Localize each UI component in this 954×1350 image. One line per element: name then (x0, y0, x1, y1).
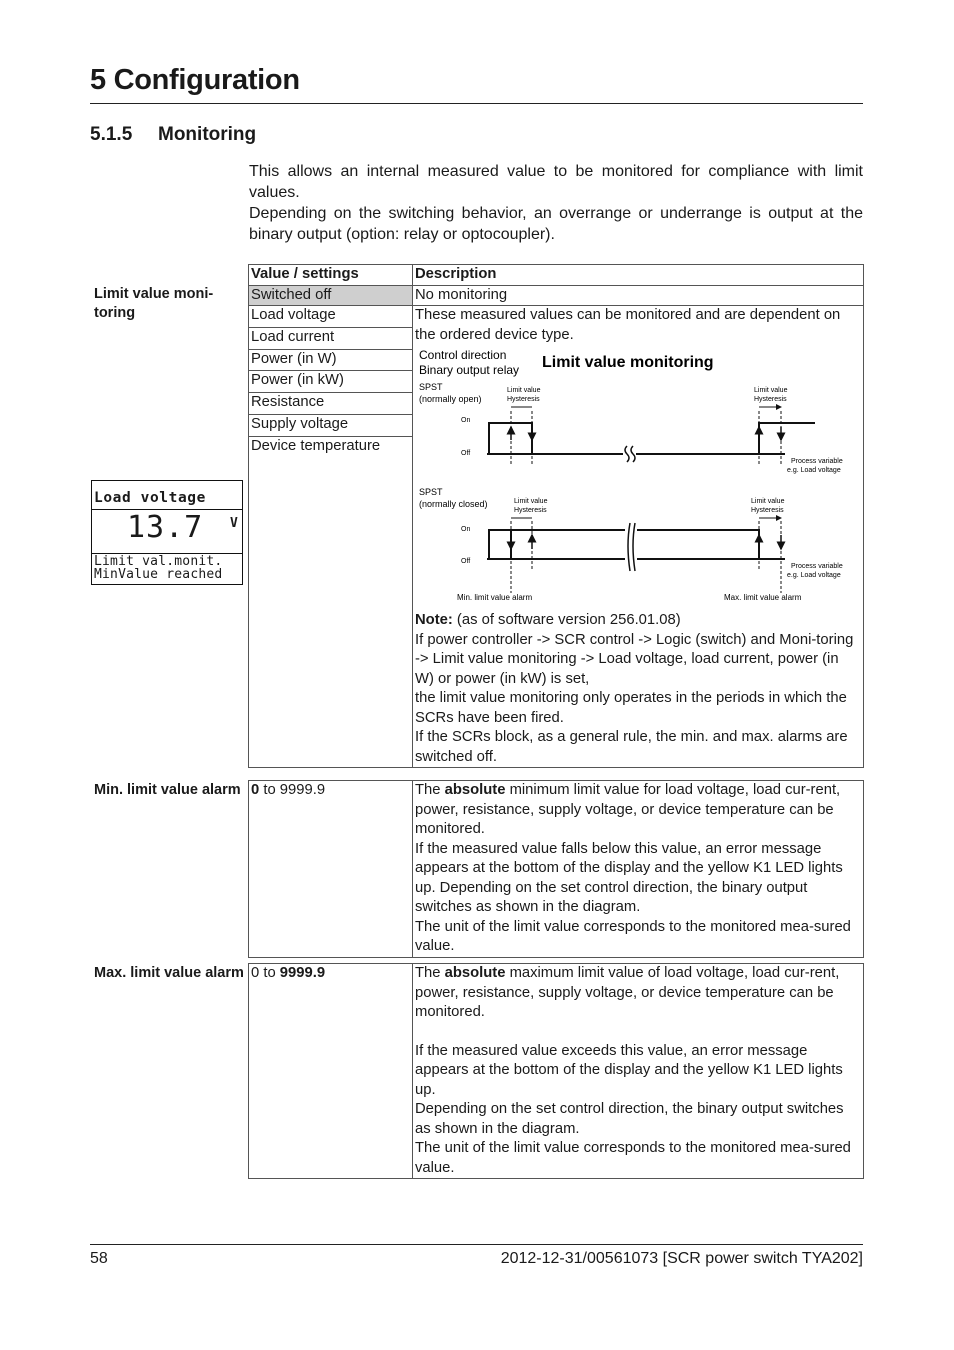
lcd-status-line-1: Limit val.monit. (94, 554, 223, 569)
diagram-control-direction: Control direction (419, 348, 507, 362)
diagram-hyst-4: Hysteresis (751, 507, 784, 514)
diagram-hyst-2: Hysteresis (754, 396, 787, 403)
label-limit-value-monitoring: Limit value moni-toring (94, 286, 214, 321)
diagram-lv-2: Limit value (754, 387, 788, 394)
section-number: 5.1.5 (90, 124, 133, 145)
min-alarm-range-rest: to 9999.9 (259, 782, 326, 798)
lcd-value: 13.7 (127, 510, 204, 545)
max-alarm-table (248, 963, 864, 1179)
option-load-voltage: Load voltage (249, 306, 413, 328)
note-line-1: If power controller -> SCR control -> Logic (switch) and Moni-toring -> Limit value monitoring -> Load voltage, load current, power (in W) or power (in kW) is set, (415, 631, 854, 687)
option-device-temperature: Device temperature (249, 437, 413, 768)
table-header-row (249, 265, 864, 286)
lcd-display (91, 480, 243, 585)
diagram-on-1: On (461, 417, 471, 424)
max-alarm-description (413, 964, 864, 1179)
option-switched-off: Switched off (249, 285, 413, 306)
table-row (249, 306, 864, 328)
diagram-signal-1 (489, 423, 815, 454)
note-line-3: If the SCRs block, as a general rule, the min. and max. alarms are switched off. (415, 729, 848, 765)
intro-paragraph-1: This allows an internal measured value to be monitored for compliance with limit values. (249, 163, 863, 201)
section-title: Monitoring (158, 124, 257, 145)
diagram-dashes-1 (511, 411, 781, 465)
diagram-title: Limit value monitoring (542, 354, 714, 371)
description-measured-values-text: These measured values can be monitored and are dependent on the ordered device type. (415, 307, 841, 343)
diagram-pv-sub-1: e.g. Load voltage (787, 467, 841, 474)
diagram-pv-1: Process variable (791, 458, 843, 465)
min-alarm-desc-3: The unit of the limit value corresponds to the monitored mea-sured value. (415, 918, 851, 954)
min-alarm-table (248, 780, 864, 958)
diagram-pv-sub-2: e.g. Load voltage (787, 572, 841, 579)
diagram-spst-nc-sub: (normally closed) (419, 499, 488, 509)
label-min-limit-value-alarm: Min. limit value alarm (94, 782, 241, 798)
note-label: Note: (415, 612, 453, 628)
diagram-dashes-2 (511, 521, 781, 593)
note-line-2: the limit value monitoring only operates in the periods in which the SCRs have been fired. (415, 690, 847, 726)
table-header-values: Value / settings (249, 265, 413, 286)
min-alarm-desc-pre: The (415, 782, 445, 798)
max-alarm-desc-pre: The (415, 965, 445, 981)
max-alarm-desc-2: If the measured value exceeds this value, an error message appears at the bottom of the display and the yellow K1 LED lights up. (415, 1042, 843, 1098)
max-alarm-range-pre: 0 to (251, 965, 280, 981)
chapter-divider (90, 103, 863, 104)
diagram-break-1 (625, 446, 635, 462)
label-max-limit-value-alarm: Max. limit value alarm (94, 965, 244, 981)
max-alarm-desc-bold: absolute (444, 965, 506, 981)
diagram-max-alarm: Max. limit value alarm (724, 593, 802, 602)
max-alarm-desc-1 (415, 964, 861, 1023)
max-alarm-spacer (415, 1023, 861, 1042)
diagram-signal-2 (489, 530, 759, 559)
section-heading (90, 124, 256, 146)
diagram-min-alarm: Min. limit value alarm (457, 593, 533, 602)
min-alarm-desc-1 (415, 781, 861, 840)
chapter-title: 5 Configuration (90, 64, 300, 96)
max-alarm-desc-3: Depending on the set control direction, the binary output switches as shown in the diagram. (415, 1101, 844, 1137)
diagram-spst-nc: SPST (419, 487, 443, 497)
lcd-status-line-2: MinValue reached (94, 567, 223, 582)
max-alarm-desc-4: The unit of the limit value corresponds to the monitored mea-sured value. (415, 1140, 851, 1176)
limit-value-monitoring-diagram (415, 345, 861, 609)
diagram-off-1: Off (461, 450, 471, 457)
document-reference: 2012-12-31/00561073 [SCR power switch TYA202] (500, 1250, 863, 1267)
diagram-break-2 (628, 523, 635, 571)
min-alarm-desc-rest: minimum limit value for load voltage, load cur-rent, power, resistance, supply voltage, or device temperature can be monitored. (415, 782, 841, 837)
lcd-line-title: Load voltage (94, 490, 206, 506)
option-power-w: Power (in W) (249, 349, 413, 371)
table-header-description: Description (413, 265, 864, 286)
min-alarm-description (413, 781, 864, 958)
diagram-lv-3: Limit value (514, 498, 548, 505)
description-no-monitoring: No monitoring (413, 285, 864, 306)
diagram-spst-no-sub: (normally open) (419, 394, 482, 404)
min-alarm-desc-2: If the measured value falls below this value, an error message appears at the bottom of the display and the yellow K1 LED lights up. Depending on the set control direction, the binary output switches as shown in the diagram. (415, 840, 843, 915)
note-heading (415, 611, 861, 631)
footer-divider (90, 1244, 863, 1245)
min-alarm-range-default: 0 (251, 782, 260, 798)
note-version: (as of software version 256.01.08) (452, 612, 681, 628)
max-alarm-desc-rest: maximum limit value of load voltage, load cur-rent, power, resistance, supply voltage, or device temperature can be monitored. (415, 965, 840, 1020)
diagram-hyst-1: Hysteresis (507, 396, 540, 403)
min-alarm-desc-bold: absolute (444, 782, 506, 798)
max-alarm-range-default: 9999.9 (279, 965, 326, 981)
min-alarm-range (249, 781, 413, 958)
monitoring-table (248, 264, 864, 768)
table-row (249, 285, 864, 306)
diagram-spst-no: SPST (419, 382, 443, 392)
option-supply-voltage: Supply voltage (249, 415, 413, 437)
intro-paragraph-2: Depending on the switching behavior, an overrange or underrange is output at the binary output (option: relay or optocoupler). (249, 205, 863, 243)
diagram-off-2: Off (461, 558, 471, 565)
lcd-unit: V (230, 516, 238, 531)
option-load-current: Load current (249, 327, 413, 349)
diagram-pv-2: Process variable (791, 563, 843, 570)
diagram-on-2: On (461, 526, 471, 533)
diagram-hyst-3: Hysteresis (514, 507, 547, 514)
page-number: 58 (90, 1250, 108, 1267)
table-row (249, 964, 864, 1179)
diagram-lv-1: Limit value (507, 387, 541, 394)
diagram-binary-output: Binary output relay (419, 363, 520, 377)
option-power-kw: Power (in kW) (249, 371, 413, 393)
description-measured-values (413, 306, 864, 768)
diagram-lv-4: Limit value (751, 498, 785, 505)
max-alarm-range (249, 964, 413, 1179)
option-resistance: Resistance (249, 393, 413, 415)
table-row (249, 781, 864, 958)
